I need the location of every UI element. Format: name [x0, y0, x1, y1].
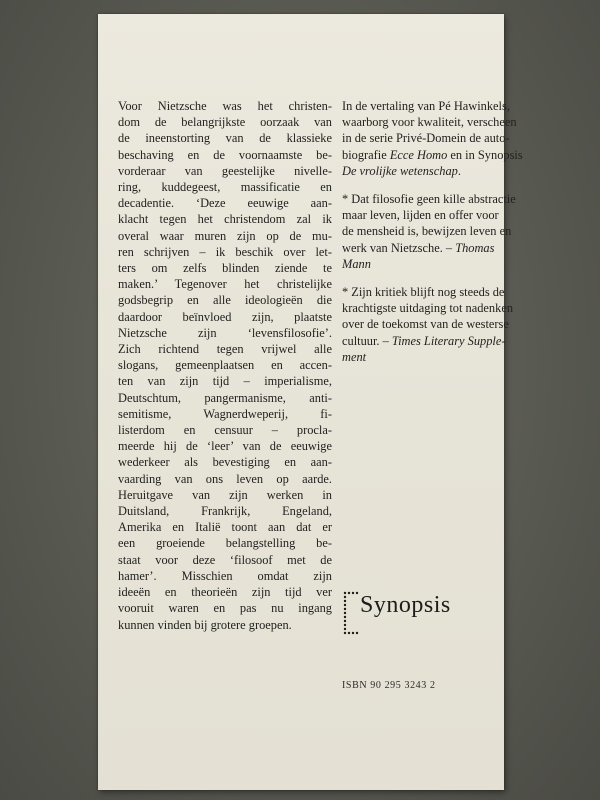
text-line: over de toekomst van de westerse	[342, 317, 509, 332]
text-line	[342, 256, 492, 272]
text-line: decadentie. ‘Deze eeuwige aan-	[118, 196, 332, 211]
text-line: Zich richtend tegen vrijwel alle	[118, 342, 332, 357]
text-line: vooruit waren en pas nu ingang	[118, 601, 332, 616]
text-line: de mensheid is, bewijzen leven en	[342, 224, 512, 239]
text-line: Nietzsche zijn ‘levensfilosofie’.	[118, 325, 332, 340]
text-line: krachtigste uitdaging tot nadenken	[342, 301, 514, 316]
text-line: vorderaar van geestelijke nivelle-	[118, 163, 332, 178]
logo-wordmark: Synopsis	[360, 592, 451, 618]
text-fragment: en in Synopsis	[447, 147, 523, 162]
text-line: hamer’. Misschien omdat zijn	[118, 568, 332, 583]
text-line: listerdom en censuur – procla-	[118, 423, 332, 438]
synopsis-logo	[342, 590, 502, 650]
right-column	[342, 98, 523, 365]
text-line: dom de belangrijkste oorzaak van	[118, 115, 332, 130]
text-line: slogans, gemeenplaatsen en accen-	[118, 358, 332, 373]
text-line: maar leven, lijden en offer voor	[342, 208, 499, 223]
description-text	[118, 98, 332, 633]
text-line: In de vertaling van Pé Hawinkels,	[342, 99, 510, 113]
text-line: vaarding van ons leven op aarde.	[118, 471, 332, 486]
text-line: * Dat filosofie geen kille abstractie	[342, 192, 516, 207]
bracket-dots-icon	[342, 590, 362, 640]
text-line: maken.’ Tegenover het christelijke	[118, 277, 332, 292]
quote-source: Times Literary Supple-	[391, 333, 506, 348]
text-line: wederkeer als bevestiging en aan-	[118, 455, 332, 470]
text-line: ring, kuddegeest, massificatie en	[118, 180, 332, 195]
quote-thomas-mann	[342, 191, 516, 272]
text-line: beschaving en de voornaamste be-	[118, 147, 332, 162]
text-line	[342, 240, 495, 256]
text-line: daardoor beïnvloed zijn, plaatste	[118, 309, 332, 324]
text-fragment: cultuur. –	[342, 333, 392, 348]
text-line: meerde hij de ‘leer’ van de eeuwige	[118, 439, 332, 454]
text-line: Voor Nietzsche was het christen-	[118, 99, 332, 113]
text-line: ten van zijn tijd – imperialisme,	[118, 374, 332, 389]
text-line: semitisme, Wagnerdweperij, fi-	[118, 406, 332, 421]
text-line: godsbegrip en alle ideologieën die	[118, 293, 332, 308]
text-line: staat voor deze ‘filosoof met de	[118, 552, 332, 567]
book-title: Ecce Homo	[389, 147, 448, 162]
text-line: Duitsland, Frankrijk, Engeland,	[118, 504, 332, 519]
book-back-cover	[98, 14, 523, 790]
text-line: Deutschtum, pangermanisme, anti-	[118, 390, 332, 405]
text-line: een groeiende belangstelling be-	[118, 536, 332, 551]
quote-author: Mann	[342, 256, 371, 271]
book-title: De vrolijke wetenschap	[342, 163, 458, 178]
text-line: * Zijn kritiek blijft nog steeds de	[342, 285, 505, 300]
translation-note	[342, 98, 523, 179]
text-line: klacht tegen het christendom zal ik	[118, 212, 332, 227]
text-fragment: .	[457, 163, 461, 178]
text-line: Amerika en Italië toont aan dat er	[118, 520, 332, 535]
text-line: de ineenstorting van de klassieke	[118, 131, 332, 146]
text-line	[342, 333, 506, 349]
text-line: kunnen vinden bij grotere groepen.	[118, 617, 292, 632]
quote-tls	[342, 284, 514, 365]
text-line: ideeën en theorieën zijn tijd ver	[118, 585, 332, 600]
text-fragment: biografie	[342, 147, 390, 162]
quote-author: Thomas	[455, 240, 495, 255]
text-line	[342, 349, 492, 365]
text-line: in de serie Privé-Domein de auto-	[342, 131, 510, 146]
text-line: ters om zelfs blinden ziende te	[118, 261, 332, 276]
text-line	[342, 147, 523, 163]
text-fragment: werk van Nietzsche. –	[342, 240, 456, 255]
quote-source: ment	[342, 349, 367, 364]
text-line: Heruitgave van zijn werken in	[118, 487, 332, 502]
text-line: overal waar muren zijn op de mu-	[118, 228, 332, 243]
text-line	[342, 163, 492, 179]
text-line: waarborg voor kwaliteit, verscheen	[342, 115, 517, 130]
isbn-number: ISBN 90 295 3243 2	[342, 680, 436, 691]
text-line: ren schrijven – ik beschik over let-	[118, 244, 332, 259]
